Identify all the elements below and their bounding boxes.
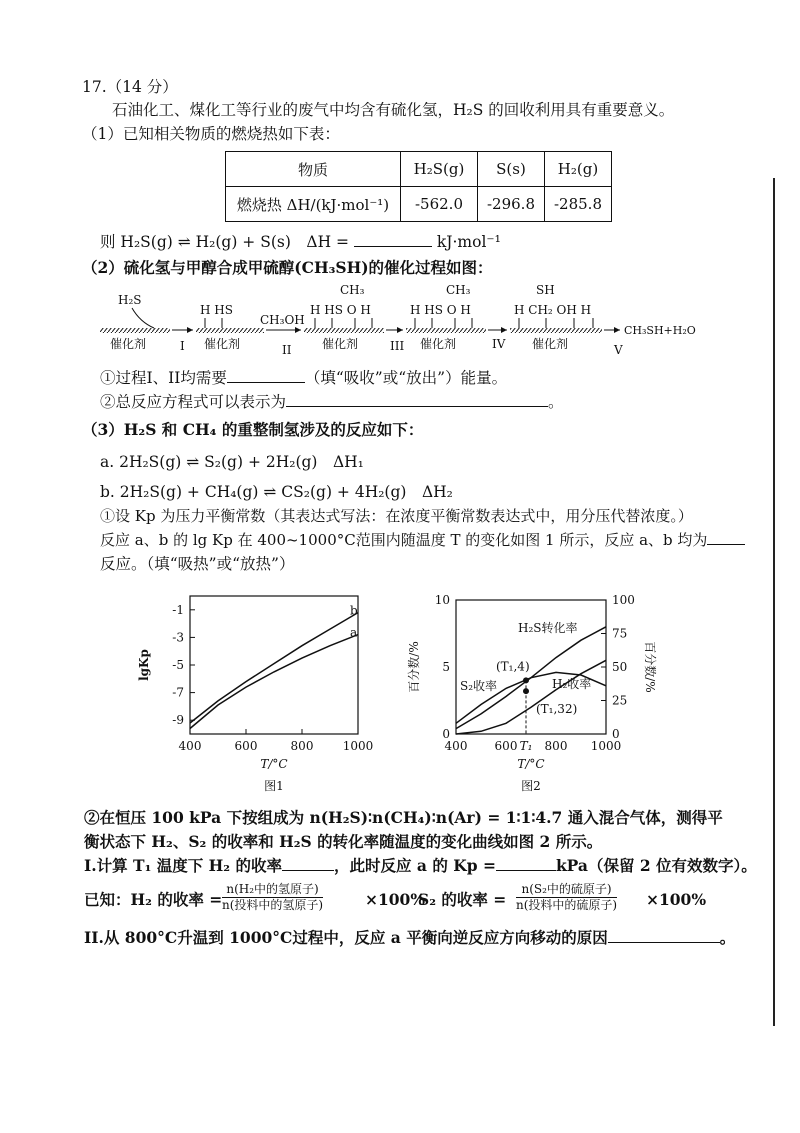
product-label: CH₃SH+H₂O	[624, 324, 696, 337]
part3-q2-line2: 衡状态下 H₂、S₂ 的收率和 H₂S 的转化率随温度的变化曲线如图 2 所示。	[84, 832, 603, 851]
annotation-label: (T₁,32)	[536, 702, 578, 717]
catalysis-diagram	[96, 282, 706, 360]
figure-caption: 图2	[521, 779, 541, 793]
figure-1-chart	[130, 588, 374, 798]
answer-blank[interactable]	[496, 856, 556, 871]
x-tick-label: 400	[444, 739, 468, 753]
reaction-a: a. 2H₂S(g) ⇌ S₂(g) + 2H₂(g) ΔH₁	[100, 453, 364, 471]
table-header: H₂S(g)	[401, 152, 478, 187]
fraction-numerator: n(S₂中的硫原子)	[516, 882, 617, 898]
question-number: 17.（14 分）	[82, 78, 178, 96]
series-label-h2: H₂收率	[552, 677, 592, 691]
table-header: 物质	[226, 152, 401, 187]
y-tick-label: -9	[172, 713, 184, 728]
answer-blank[interactable]	[286, 392, 548, 407]
percent-label: ×100%	[646, 890, 707, 909]
fraction-denominator: n(投料中的硫原子)	[516, 898, 618, 912]
table-header: S(s)	[478, 152, 545, 187]
y-axis-label-left: 百分数/%	[407, 641, 421, 693]
intro-text: 石油化工、煤化工等行业的废气中均含有硫化氢，H₂S 的回收利用具有重要意义。	[112, 101, 675, 119]
part1-title: （1）已知相关物质的燃烧热如下表：	[82, 125, 340, 143]
step-label: I	[180, 339, 185, 353]
table-header: H₂(g)	[545, 152, 612, 187]
catalyst-label: 催化剂	[532, 337, 569, 351]
catalyst-label: 催化剂	[420, 337, 457, 351]
part3-q1-line3: 反应。（填“吸热”或“放热”）	[100, 555, 295, 573]
combustion-table	[225, 151, 612, 222]
part2-q1: ①过程I、II均需要 （填“吸收”或“放出”）能量。	[100, 369, 508, 387]
step-label: II	[282, 343, 292, 357]
species-label: CH₃	[340, 283, 365, 297]
species-label: H CH₂ OH H	[514, 303, 592, 317]
table-cell: -562.0	[401, 187, 478, 222]
species-label: H HS O H	[410, 303, 471, 317]
species-label: SH	[536, 283, 555, 297]
s2-yield-label: S₂ 的收率 =	[418, 890, 507, 909]
answer-blank[interactable]	[227, 368, 305, 383]
x-tick-label: 600	[234, 739, 258, 753]
table-row-label: 燃烧热 ΔH/(kJ·mol⁻¹)	[226, 187, 401, 222]
s2-yield-fraction	[516, 882, 617, 913]
step-label: III	[390, 339, 405, 353]
h2-yield-fraction	[222, 882, 323, 913]
catalyst-surface	[510, 328, 602, 333]
x-tick-label: 1000	[590, 739, 622, 753]
x-tick-label: 800	[290, 739, 314, 753]
y-tick-label: -1	[172, 602, 184, 617]
y-tick-label-right: 25	[612, 693, 628, 708]
series-label-s2: S₂收率	[460, 679, 498, 693]
answer-blank[interactable]	[282, 856, 334, 871]
y-tick-label: -7	[172, 685, 184, 700]
catalyst-surface	[196, 328, 264, 333]
species-label: H₂S	[118, 293, 142, 307]
t1-tick-label: T₁	[519, 739, 533, 753]
step-label: V	[614, 343, 623, 357]
catalyst-label: 催化剂	[110, 337, 147, 351]
part3-title: （3）H₂S 和 CH₄ 的重整制氢涉及的反应如下：	[82, 420, 424, 439]
answer-blank[interactable]	[707, 530, 745, 545]
y-axis-label: lgKp	[137, 649, 151, 681]
y-tick-label: -5	[172, 658, 184, 672]
part2-q2: ②总反应方程式可以表示为 。	[100, 393, 564, 411]
y-tick-label-right: 75	[612, 626, 628, 641]
part3-q2-line1: ②在恒压 100 kPa 下按组成为 n(H₂S)∶n(CH₄)∶n(Ar) = 1∶1∶4.7 通入混合气体，测得平	[84, 808, 723, 827]
series-line	[456, 660, 606, 734]
series-label-a: a	[350, 625, 358, 640]
species-label: H HS	[200, 303, 233, 317]
y-tick-label: -3	[172, 630, 184, 645]
plot-frame	[190, 596, 358, 734]
x-tick-label: 1000	[342, 739, 374, 753]
answer-blank[interactable]	[608, 928, 720, 943]
y-axis-label-right: 百分数/%	[643, 641, 657, 693]
part3-q1-line2: 反应 a、b 的 lg Kp 在 400~1000°C范围内随温度 T 的变化如图 1 所示，反应 a、b 均为	[100, 530, 745, 550]
species-label: CH₃	[446, 283, 471, 297]
part2-title: （2）硫化氢与甲醇合成甲硫醇(CH₃SH)的催化过程如图：	[82, 258, 493, 277]
fraction-numerator: n(H₂中的氢原子)	[222, 882, 323, 898]
step-label: IV	[492, 337, 506, 351]
y-tick-label-right: 50	[612, 660, 628, 674]
part3-qII: II.从 800°C升温到 1000°C过程中，反应 a 平衡向逆反应方向移动的原因 。	[84, 928, 736, 947]
x-tick-label: 800	[544, 739, 568, 753]
series-label-b: b	[350, 603, 358, 618]
catalyst-label: 催化剂	[322, 337, 359, 351]
table-cell: -296.8	[478, 187, 545, 222]
y-tick-label-left: 5	[442, 660, 450, 674]
figure-caption: 图1	[264, 779, 284, 793]
series-label-h2s: H₂S转化率	[518, 621, 578, 635]
fraction-denominator: n(投料中的氢原子)	[222, 898, 324, 912]
figure-2-chart	[400, 588, 660, 798]
reaction-b: b. 2H₂S(g) + CH₄(g) ⇌ CS₂(g) + 4H₂(g) ΔH₂	[100, 483, 453, 501]
annotation-label: (T₁,4)	[496, 659, 530, 674]
x-axis-label: T/°C	[517, 757, 545, 771]
answer-blank[interactable]	[354, 232, 432, 247]
catalyst-surface	[100, 328, 170, 333]
y-tick-label-right: 100	[612, 593, 635, 607]
table-cell: -285.8	[545, 187, 612, 222]
y-tick-label-left: 0	[442, 727, 450, 741]
species-label: H HS O H	[310, 303, 371, 317]
x-tick-label: 400	[178, 739, 202, 753]
annotation-point	[523, 688, 529, 694]
part3-qI: I.计算 T₁ 温度下 H₂ 的收率 ，此时反应 a 的 Kp = kPa（保留 2 位有效数字）。	[84, 856, 757, 875]
catalyst-label: 催化剂	[204, 337, 241, 351]
annotation-point	[523, 677, 529, 683]
x-tick-label: 600	[494, 739, 518, 753]
x-axis-label: T/°C	[260, 757, 288, 771]
series-line-a	[190, 635, 358, 729]
catalyst-surface	[304, 328, 384, 333]
y-tick-label-right: 0	[612, 727, 620, 741]
part1-equation: 则 H₂S(g) ⇌ H₂(g) + S(s) ΔH = kJ·mol⁻¹	[100, 233, 501, 251]
known-label: 已知：H₂ 的收率 =	[84, 890, 223, 909]
y-tick-label-left: 10	[434, 593, 450, 607]
catalyst-surface	[406, 328, 486, 333]
percent-label: ×100%	[365, 890, 426, 909]
species-label: CH₃OH	[260, 313, 305, 327]
page-edge-line	[773, 178, 775, 1026]
part3-q1-line1: ①设 Kp 为压力平衡常数（其表达式写法：在浓度平衡常数表达式中，用分压代替浓度。）	[100, 507, 693, 525]
